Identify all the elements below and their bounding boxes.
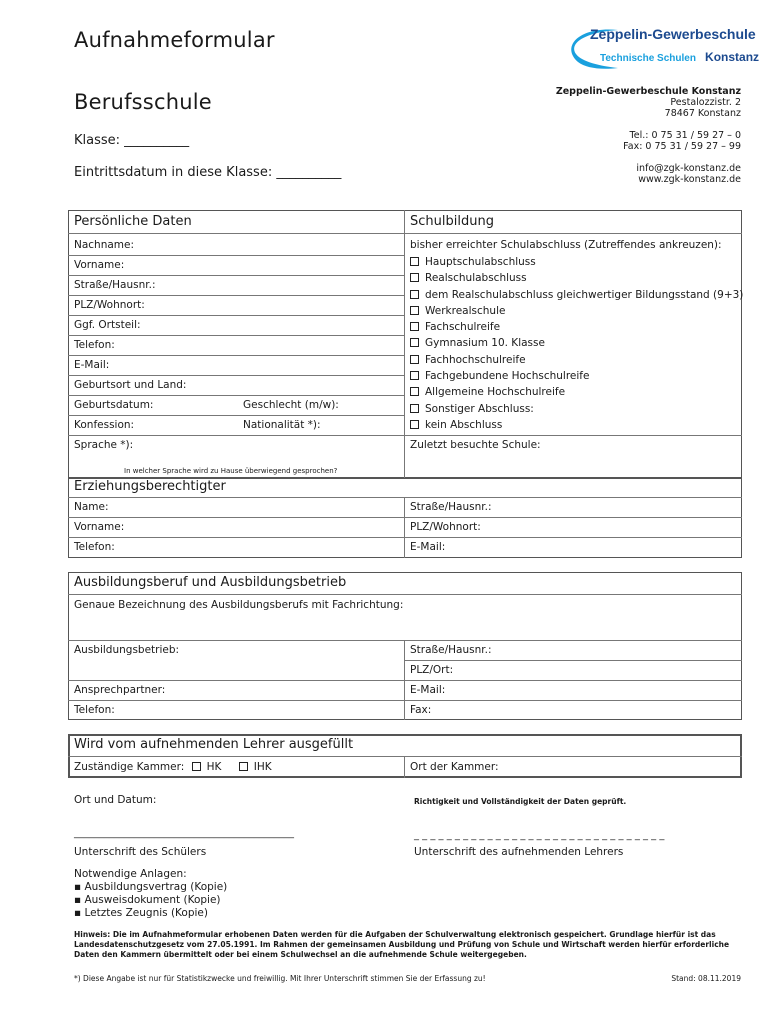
anlage-item: ▪ Ausweisdokument (Kopie) [74,894,221,906]
klasse-field[interactable]: Klasse: __________ [74,133,190,148]
option-fachschulreife[interactable]: Fachschulreife [410,319,743,335]
lehrer-heading: Wird vom aufnehmenden Lehrer ausgefüllt [74,737,354,752]
checkbox[interactable] [410,306,419,315]
checkbox[interactable] [410,322,419,331]
form-title: Aufnahmeformular [74,28,275,52]
betrieb-telefon-field[interactable]: Telefon: [74,704,115,716]
betrieb-plz-field[interactable]: PLZ/Ort: [410,664,454,676]
address-city: 78467 Konstanz [664,108,741,119]
anlage-item: ▪ Ausbildungsvertrag (Kopie) [74,881,228,893]
option-realschulabschluss[interactable]: Realschulabschluss [410,270,743,286]
hinweis-line-3: Daten den Kammern übermittelt oder bei einem Schulwechsel an die aufnehmende Schule weitergegeben. [74,950,527,959]
school-logo [560,24,760,74]
statistik-note: *) Diese Angabe ist nur für Statistikzwecke und freiwillig. Mit Ihrer Unterschrift stimmen Sie der Erfassung zu! [74,974,486,983]
address-fax: Fax: 0 75 31 / 59 27 – 99 [623,141,741,152]
option-fachgebunden[interactable]: Fachgebundene Hochschulreife [410,368,743,384]
logo-subline [600,46,759,65]
student-signature-line[interactable]: ____________________________________________ [74,828,294,839]
nachname-field[interactable]: Nachname: [74,239,135,251]
logo-technische: Technische Schulen [600,53,696,64]
checkbox[interactable] [410,371,419,380]
hk-checkbox[interactable] [192,762,201,771]
geburtsdatum-field[interactable]: Geburtsdatum: [74,399,154,411]
erziehung-email-field[interactable]: E-Mail: [410,541,446,553]
schulabschluss-intro: bisher erreichter Schulabschluss (Zutreffendes ankreuzen): [410,239,722,251]
sprache-hint: In welcher Sprache wird zu Hause überwiegend gesprochen? [124,467,338,475]
checkbox[interactable] [410,257,419,266]
hinweis-line-2: Landesdatenschutzgesetz vom 27.05.1991. Im Rahmen der gemeinsamen Ausbildung und Prüfung von Schule und Wirtschaft werden hierfür erforderliche [74,940,730,949]
teacher-signature-line[interactable]: _ _ _ _ _ _ _ _ _ _ _ _ _ _ _ _ _ _ _ _ _ _ _ _ _ _ _ _ _ _ _ [414,830,665,841]
ausbildungsberuf-field[interactable]: Genaue Bezeichnung des Ausbildungsberufs mit Fachrichtung: [74,599,404,611]
geprueft-note: Richtigkeit und Vollständigkeit der Daten geprüft. [414,797,627,806]
eintrittsdatum-field[interactable]: Eintrittsdatum in diese Klasse: __________ [74,165,342,180]
ansprechpartner-field[interactable]: Ansprechpartner: [74,684,166,696]
address-name: Zeppelin-Gewerbeschule Konstanz [555,86,741,97]
address-email[interactable]: info@zgk-konstanz.de [636,163,741,174]
hk-label: HK [206,761,222,773]
stand-date: Stand: 08.11.2019 [671,974,741,983]
erziehung-plz-field[interactable]: PLZ/Wohnort: [410,521,481,533]
ihk-checkbox[interactable] [239,762,248,771]
option-werkrealschule[interactable]: Werkrealschule [410,303,743,319]
strasse-field[interactable]: Straße/Hausnr.: [74,279,156,291]
ausbildung-heading: Ausbildungsberuf und Ausbildungsbetrieb [74,575,347,590]
option-allgemeine[interactable]: Allgemeine Hochschulreife [410,384,743,400]
betrieb-fax-field[interactable]: Fax: [410,704,432,716]
telefon-field[interactable]: Telefon: [74,339,115,351]
option-gleichwertig[interactable]: dem Realschulabschluss gleichwertiger Bildungsstand (9+3) [410,287,743,303]
checkbox[interactable] [410,273,419,282]
anlage-item: ▪ Letztes Zeugnis (Kopie) [74,907,208,919]
checkbox[interactable] [410,387,419,396]
schulabschluss-options [410,254,743,433]
erziehung-vorname-field[interactable]: Vorname: [74,521,125,533]
plz-wohnort-field[interactable]: PLZ/Wohnort: [74,299,145,311]
vorname-field[interactable]: Vorname: [74,259,125,271]
logo-name: Zeppelin-Gewerbeschule [590,26,756,42]
logo-konstanz: Konstanz [705,50,760,64]
zustaendige-kammer-label: Zuständige Kammer: HK IHK [74,761,272,773]
ausbildungsbetrieb-field[interactable]: Ausbildungsbetrieb: [74,644,180,656]
geschlecht-field[interactable]: Geschlecht (m/w): [243,399,339,411]
checkbox[interactable] [410,338,419,347]
ort-datum-field[interactable]: Ort und Datum: [74,794,157,806]
option-fachhochschulreife[interactable]: Fachhochschulreife [410,352,743,368]
checkbox[interactable] [410,290,419,299]
student-signature-label: Unterschrift des Schülers [74,846,207,858]
geburtsort-field[interactable]: Geburtsort und Land: [74,379,187,391]
ort-kammer-field[interactable]: Ort der Kammer: [410,761,499,773]
nationalitaet-field[interactable]: Nationalität *): [243,419,321,431]
ihk-label: IHK [253,761,272,773]
checkbox[interactable] [410,404,419,413]
zuletzt-schule-field[interactable]: Zuletzt besuchte Schule: [410,439,541,451]
checkbox[interactable] [410,355,419,364]
school-type-title: Berufsschule [74,90,212,114]
ortsteil-field[interactable]: Ggf. Ortsteil: [74,319,141,331]
option-gymnasium[interactable]: Gymnasium 10. Klasse [410,335,743,351]
option-kein[interactable]: kein Abschluss [410,417,743,433]
konfession-field[interactable]: Konfession: [74,419,135,431]
betrieb-email-field[interactable]: E-Mail: [410,684,446,696]
address-tel: Tel.: 0 75 31 / 59 27 – 0 [629,130,741,141]
erziehung-name-field[interactable]: Name: [74,501,109,513]
erziehung-strasse-field[interactable]: Straße/Hausnr.: [410,501,492,513]
personal-heading: Persönliche Daten [74,214,192,229]
hinweis-line-1: Hinweis: Die im Aufnahmeformular erhobenen Daten werden für die Aufgaben der Schulverwaltung elektronisch gespeichert. Grundlage hierfür ist das [74,930,716,939]
sprache-field[interactable]: Sprache *): [74,439,134,451]
option-sonstiger[interactable]: Sonstiger Abschluss: [410,401,743,417]
address-web[interactable]: www.zgk-konstanz.de [638,174,741,185]
erziehung-telefon-field[interactable]: Telefon: [74,541,115,553]
option-hauptschulabschluss[interactable]: Hauptschulabschluss [410,254,743,270]
address-street: Pestalozzistr. 2 [670,97,741,108]
erziehung-heading: Erziehungsberechtigter [74,479,226,494]
betrieb-strasse-field[interactable]: Straße/Hausnr.: [410,644,492,656]
schulbildung-heading: Schulbildung [410,214,494,229]
teacher-signature-label: Unterschrift des aufnehmenden Lehrers [414,846,624,858]
checkbox[interactable] [410,420,419,429]
email-field[interactable]: E-Mail: [74,359,110,371]
anlagen-title: Notwendige Anlagen: [74,868,187,880]
